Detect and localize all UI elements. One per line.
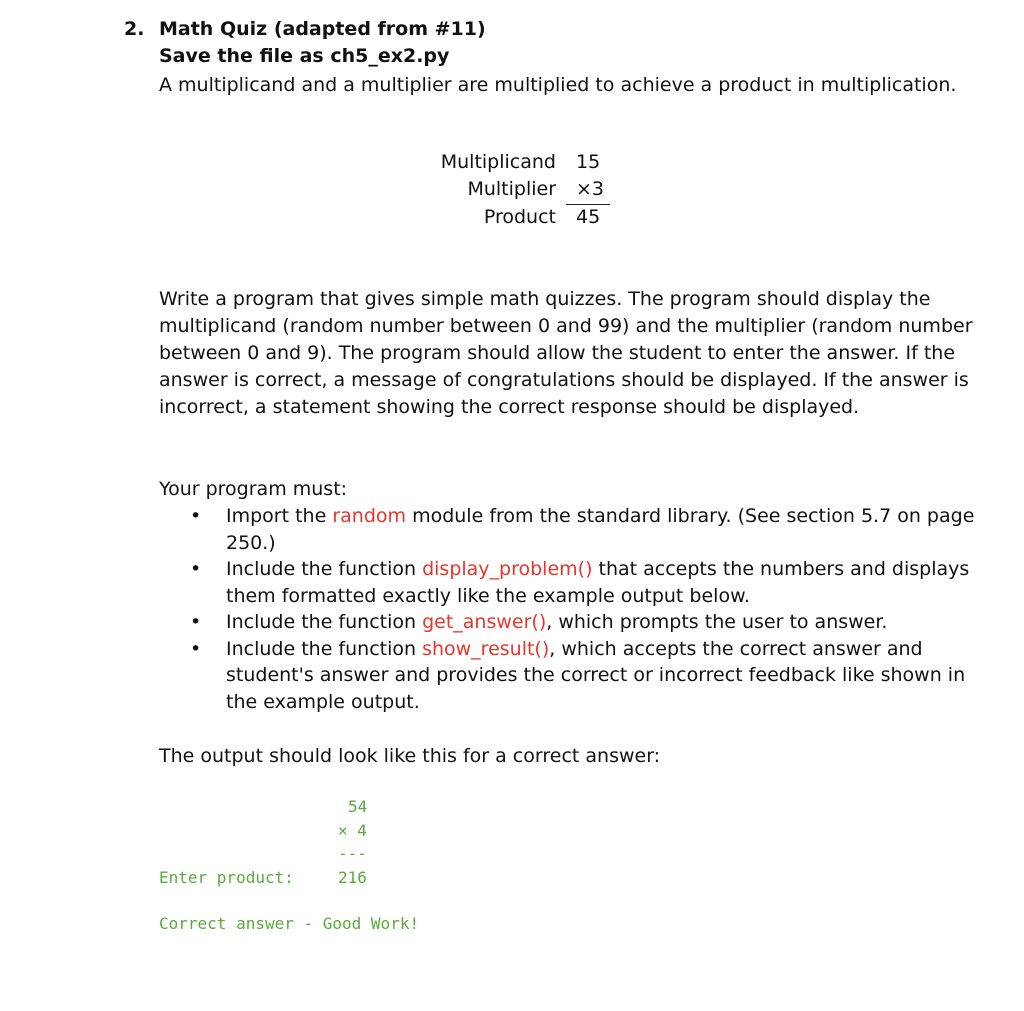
- bullet-icon: •: [190, 558, 202, 580]
- product-rule: [566, 204, 610, 205]
- description-paragraph: Write a program that gives simple math quizzes. The program should display the multiplicand (random number between 0 and 99) and the multiplier (random number between 0 and 9). The program should allow the student to enter the answer. If the answer is correct, a message of congratulations should be displayed. If the answer is incorrect, a statement showing the correct response should be displayed.: [159, 288, 973, 418]
- code-keyword: get_answer(): [422, 611, 547, 633]
- code-keyword: display_problem(): [422, 558, 593, 580]
- product-value: 45: [576, 206, 601, 228]
- output-top-number: 54: [348, 797, 368, 816]
- list-item: [190, 609, 980, 636]
- list-item: [190, 556, 980, 609]
- list-item: [190, 636, 980, 716]
- req-text-after: that accepts the numbers and displays them formatted exactly like the example output below.: [226, 558, 970, 607]
- requirements-intro: Your program must:: [159, 478, 348, 500]
- bullet-icon: •: [190, 505, 202, 527]
- output-intro: The output should look like this for a correct answer:: [159, 745, 661, 767]
- intro-paragraph: A multiplicand and a multiplier are multiplied to achieve a product in multiplication.: [159, 74, 957, 96]
- multiplicand-value: 15: [576, 151, 601, 173]
- req-text-after: module from the standard library. (See section 5.7 on page 250.): [226, 505, 975, 554]
- output-dash-line: ---: [338, 844, 367, 863]
- multiplicand-label: Multiplicand: [440, 151, 556, 173]
- product-label: Product: [483, 206, 556, 228]
- code-keyword: random: [332, 505, 407, 527]
- list-item: [190, 503, 980, 556]
- multiplier-label: Multiplier: [467, 178, 556, 200]
- bullet-icon: •: [190, 637, 202, 660]
- req-text-before: Include the function: [226, 558, 423, 580]
- requirements-list: [190, 503, 980, 715]
- output-answer: 216: [338, 868, 367, 887]
- output-multiplier-line: × 4: [338, 821, 367, 840]
- save-instruction: Save the file as ch5_ex2.py: [159, 45, 450, 67]
- question-title: Math Quiz (adapted from #11): [159, 18, 486, 40]
- req-text-after: , which accepts the correct answer and student's answer and provides the correct or incorrect feedback like shown in the example output.: [226, 637, 966, 713]
- output-result: Correct answer - Good Work!: [159, 914, 420, 933]
- question-number: 2.: [124, 18, 145, 40]
- req-text-before: Include the function: [226, 637, 423, 660]
- multiplier-value: ×3: [576, 178, 605, 200]
- code-keyword: show_result(): [422, 637, 550, 660]
- req-text-before: Import the: [226, 505, 333, 527]
- bullet-icon: •: [190, 611, 202, 633]
- output-prompt: Enter product:: [159, 868, 294, 887]
- req-text-before: Include the function: [226, 611, 423, 633]
- req-text-after: , which prompts the user to answer.: [546, 611, 888, 633]
